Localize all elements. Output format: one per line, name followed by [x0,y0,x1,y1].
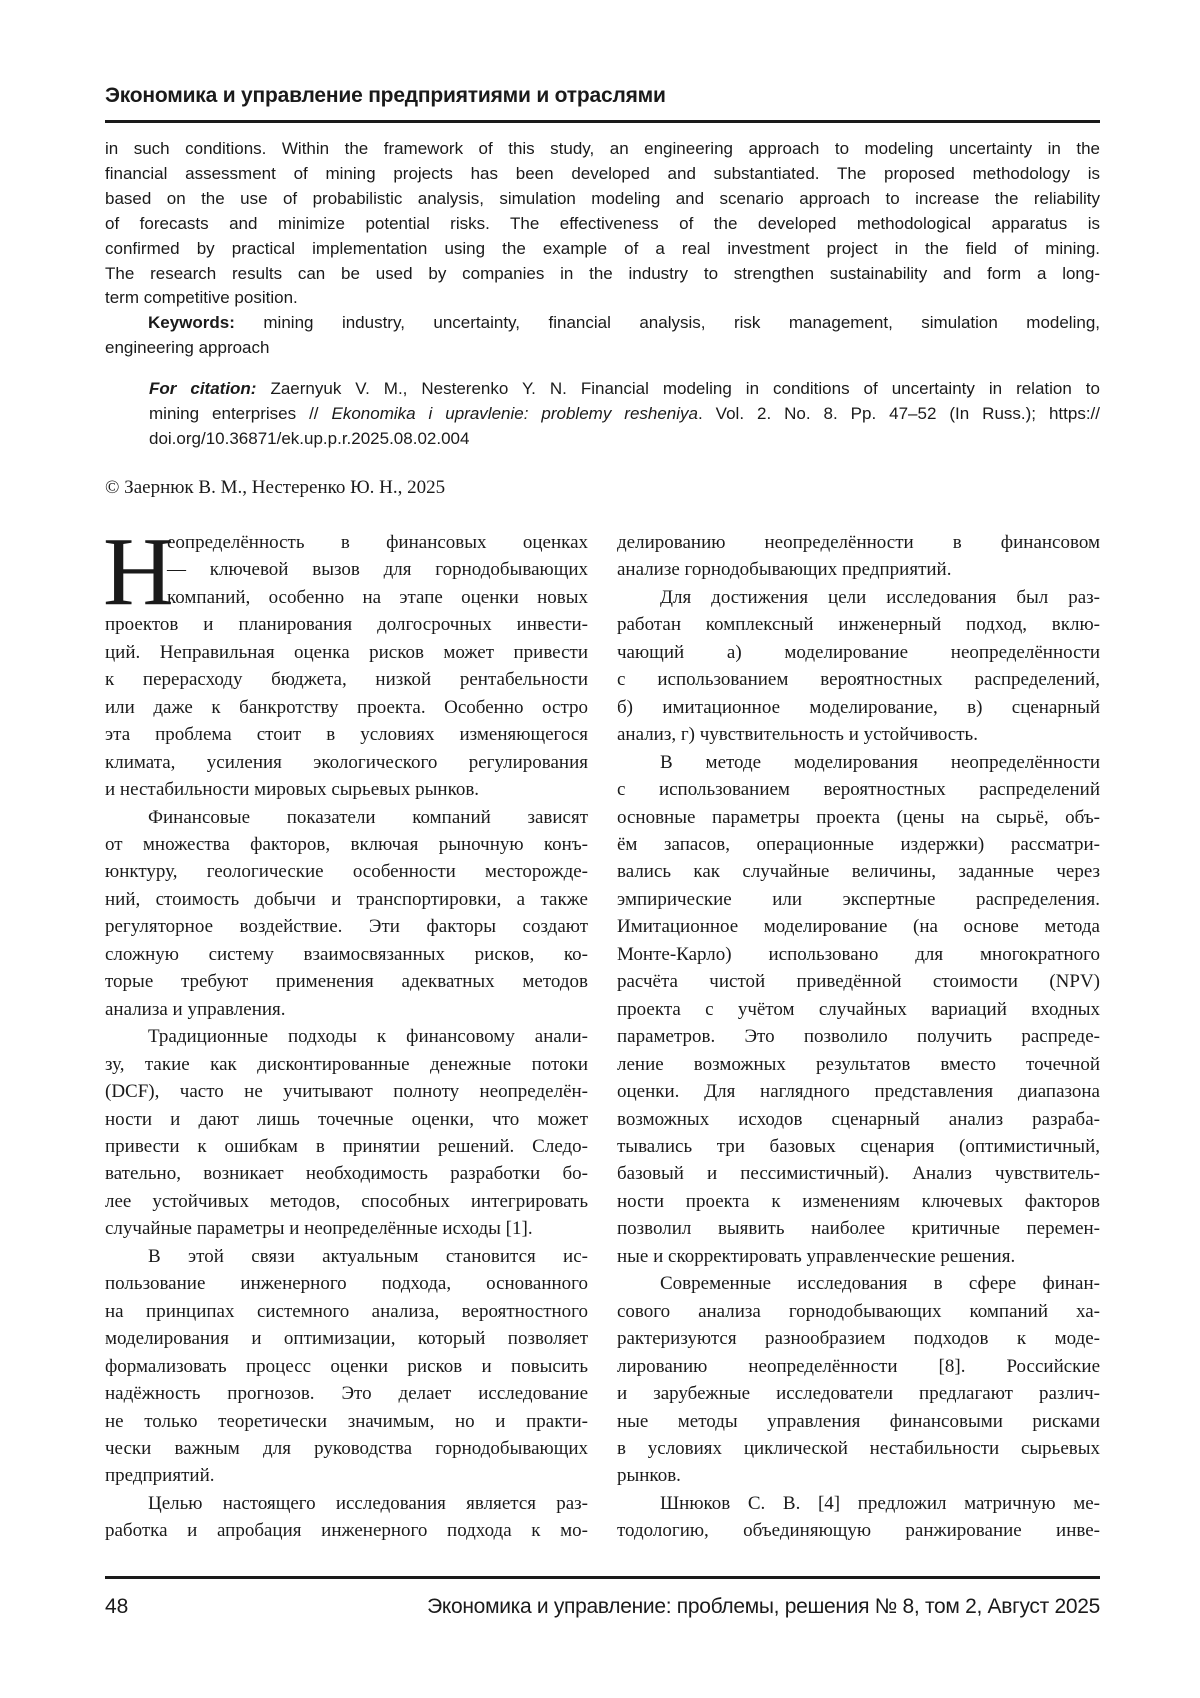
text-line-content: и нестабильности мировых сырьевых рынков. [105,776,479,803]
text-line [617,858,1100,885]
text-line-content: работка и апробация инженерного подхода к мо- [105,1517,588,1544]
paragraph [617,529,1100,584]
text-line-content: от множества факторов, включая рыночную конъ- [105,831,588,858]
keywords-line [105,311,1100,336]
text-line [617,721,1100,748]
keywords-label: Keywords: [148,313,235,332]
text-line-content: пользование инженерного подхода, основанного [105,1270,588,1297]
text-line [105,1270,588,1297]
text-line [617,996,1100,1023]
text-line [105,1435,588,1462]
text-line-content: ний, стоимость добычи и транспортировки, а также [105,886,588,913]
text-line-content: вались как случайные величины, заданные через [617,858,1100,885]
text-line-content: б) имитационное моделирование, в) сценарный [617,694,1100,721]
text-line-content: based on the use of probabilistic analysis, simulation modeling and scenario approach to increase the reliability [105,187,1100,212]
text-line [105,1023,588,1050]
text-line [617,1325,1100,1352]
paragraph [617,749,1100,1271]
text-line-content: чающий а) моделирование неопределённости [617,639,1100,666]
text-line-content: В этой связи актуальным становится ис- [148,1243,588,1270]
text-line [105,556,588,583]
text-line-content: расчёта чистой приведённой стоимости (NPV) [617,968,1100,995]
text-line [105,1051,588,1078]
text-line [105,886,588,913]
body-column-left [105,529,588,1545]
citation-doi-link[interactable] [149,427,1100,452]
text-line [105,1353,588,1380]
text-line [617,1078,1100,1105]
text-line-content: с использованием вероятностных распределений [617,776,1100,803]
text-line-content: лее устойчивых методов, способных интегрировать [105,1188,588,1215]
text-line [105,162,1100,187]
text-line-content: возможных исходов сценарный анализ разраба- [617,1106,1100,1133]
text-line [617,639,1100,666]
text-line [105,776,588,803]
text-line [105,804,588,831]
keywords-text: mining industry, uncertainty, financial analysis, risk management, simulation modeling, [235,313,1100,332]
citation-text: mining enterprises // [149,404,332,423]
text-line [105,1298,588,1325]
text-line-content: вательно, возникает необходимость разработки бо- [105,1160,588,1187]
text-line [617,913,1100,940]
text-line [617,1270,1100,1297]
running-header: Экономика и управление предприятиями и отраслями [105,84,666,108]
text-line-content: лированию неопределённости [8]. Российские [617,1353,1100,1380]
text-line-content: юнктуру, геологические особенности месторожде- [105,858,588,885]
text-line-content: надёжность прогнозов. Это делает исследование [105,1380,588,1407]
text-line-content: случайные параметры и неопределённые исходы [1]. [105,1215,533,1242]
text-line-content: проектов и планирования долгосрочных инвести- [105,611,588,638]
text-line-content: confirmed by practical implementation using the example of a real investment project in the field of mining. [105,237,1100,262]
text-line [617,556,1100,583]
text-line [105,187,1100,212]
text-line-content: Шнюков С. В. [4] предложил матричную ме- [660,1490,1100,1517]
text-line [105,913,588,940]
text-line-content: of forecasts and minimize potential risks. The effectiveness of the developed methodological apparatus is [105,212,1100,237]
text-line [617,529,1100,556]
text-line-content: financial assessment of mining projects has been developed and substantiated. The proposed methodology is [105,162,1100,187]
paragraph [105,529,588,804]
text-line-content: в условиях циклической нестабильности сырьевых [617,1435,1100,1462]
text-line [105,237,1100,262]
paragraph [105,1243,588,1490]
text-line [105,941,588,968]
footer-rule [105,1576,1100,1579]
text-line [105,286,1100,311]
text-line-content: тывались три базовых сценария (оптимистичный, [617,1133,1100,1160]
paragraph [617,584,1100,749]
text-line [617,886,1100,913]
citation-doi[interactable]: doi.org/10.36871/ek.up.p.r.2025.08.02.004 [149,427,469,452]
text-line [617,1380,1100,1407]
text-line [105,1078,588,1105]
text-line [617,831,1100,858]
text-line-content: ление возможных результатов вместо точечной [617,1051,1100,1078]
text-line [105,212,1100,237]
text-line-content: базовый и пессимистичный). Анализ чувствитель- [617,1160,1100,1187]
page-number: 48 [105,1595,128,1619]
text-line [105,1380,588,1407]
text-line [105,666,588,693]
text-line [105,996,588,1023]
citation-label: For citation: [149,379,256,398]
text-line-content: Традиционные подходы к финансовому анали- [148,1023,588,1050]
text-line-content: Финансовые показатели компаний зависят [148,804,588,831]
text-line [617,1435,1100,1462]
text-line [617,1298,1100,1325]
text-line [105,611,588,638]
citation-text: Zaernyuk V. M., Nesterenko Y. N. Financial modeling in conditions of uncertainty in relation to [256,379,1100,398]
drop-cap: Н [103,531,174,613]
text-line-content: делированию неопределённости в финансовом [617,529,1100,556]
text-line-content: предприятий. [105,1462,214,1489]
text-line-content: параметров. Это позволило получить распреде- [617,1023,1100,1050]
citation-text: . Vol. 2. No. 8. Pp. 47–52 (In Russ.); https:// [698,404,1100,423]
text-line-content: тодологию, объединяющую ранжирование инве- [617,1517,1100,1544]
text-line [105,639,588,666]
text-line-content: ные и скорректировать управленческие решения. [617,1243,1015,1270]
abstract-text [105,137,1100,311]
text-line [105,749,588,776]
text-line [105,721,588,748]
text-line [105,1188,588,1215]
text-line-content: (DCF), часто не учитывают полноту неопределён- [105,1078,588,1105]
text-line [105,1133,588,1160]
text-line [617,804,1100,831]
text-line [105,1243,588,1270]
text-line [105,1160,588,1187]
abstract [105,137,1100,361]
text-line [617,694,1100,721]
text-line [617,1243,1100,1270]
citation-line [149,377,1100,402]
text-line [617,611,1100,638]
text-line [617,1408,1100,1435]
text-line-content: климата, усиления экологического регулирования [105,749,588,776]
keywords-line [105,336,1100,361]
text-line [105,137,1100,162]
text-line [105,1325,588,1352]
text-line [617,1188,1100,1215]
text-line [617,968,1100,995]
text-line-content: еопределённость в финансовых оценках [167,529,588,556]
text-line-content: оценки. Для наглядного представления диапазона [617,1078,1100,1105]
text-line-content: формализовать процесс оценки рисков и повысить [105,1353,588,1380]
text-line [617,1517,1100,1544]
footer-journal-title: Экономика и управление: проблемы, решения № 8, том 2, Август 2025 [427,1595,1100,1619]
text-line [617,1462,1100,1489]
text-line-content: in such conditions. Within the framework of this study, an engineering approach to modeling uncertainty in the [105,137,1100,162]
text-line [105,1106,588,1133]
text-line-content: торые требуют применения адекватных методов [105,968,588,995]
text-line-content: ём запасов, операционные издержки) рассматри- [617,831,1100,858]
text-line-content: моделирования и оптимизации, который позволяет [105,1325,588,1352]
text-line [105,1215,588,1242]
text-line-content: The research results can be used by companies in the industry to strengthen sustainability and form a long- [105,262,1100,287]
text-line-content: Целью настоящего исследования является раз- [148,1490,588,1517]
text-line-content: ности проекта к изменениям ключевых факторов [617,1188,1100,1215]
text-line-content: рынков. [617,1462,681,1489]
text-line-content: сложную систему взаимосвязанных рисков, ко- [105,941,588,968]
text-line-content: В методе моделирования неопределённости [660,749,1100,776]
text-line [105,262,1100,287]
text-line [105,831,588,858]
text-line [617,941,1100,968]
text-line [617,1106,1100,1133]
text-line [105,1408,588,1435]
text-line-content: эмпирические или экспертные распределения. [617,886,1100,913]
text-line-content: рактеризуются разнообразием подходов к моде- [617,1325,1100,1352]
body-column-right [617,529,1100,1545]
paragraph [105,1023,588,1243]
text-line-content: не только теоретически значимым, но и практи- [105,1408,588,1435]
copyright: © Заернюк В. М., Нестеренко Ю. Н., 2025 [105,477,445,499]
text-line [617,1133,1100,1160]
text-line-content: на принципах системного анализа, вероятностного [105,1298,588,1325]
text-line [617,666,1100,693]
text-line-content: анализ, г) чувствительность и устойчивость. [617,721,978,748]
paragraph [105,804,588,1024]
text-line [617,1215,1100,1242]
keywords-text: engineering approach [105,336,269,361]
text-line-content: Для достижения цели исследования был раз- [660,584,1100,611]
text-line-content: ности и дают лишь точечные оценки, что может [105,1106,588,1133]
text-line-content: анализе горнодобывающих предприятий. [617,556,951,583]
text-line-content: — ключевой вызов для горнодобывающих [167,556,588,583]
text-line [617,1160,1100,1187]
text-line-content: зу, такие как дисконтированные денежные потоки [105,1051,588,1078]
text-line [105,584,588,611]
text-line-content: сового анализа горнодобывающих компаний ха- [617,1298,1100,1325]
text-line [105,694,588,721]
paragraph [617,1490,1100,1545]
text-line-content: или даже к банкротству проекта. Особенно остро [105,694,588,721]
text-line [617,749,1100,776]
text-line-content: term competitive position. [105,286,298,311]
text-line-content: проекта с учётом случайных вариаций входных [617,996,1100,1023]
text-line-content: привести к ошибкам в принятии решений. Следо- [105,1133,588,1160]
text-line-content: Монте-Карло) использовано для многократного [617,941,1100,968]
text-line-content: анализа и управления. [105,996,286,1023]
text-line [617,1023,1100,1050]
text-line [617,1490,1100,1517]
header-rule [105,120,1100,123]
text-line [617,1353,1100,1380]
text-line [105,1462,588,1489]
text-line-content: эта проблема стоит в условиях изменяющегося [105,721,588,748]
text-line-content: компаний, особенно на этапе оценки новых [167,584,588,611]
text-line-content: Современные исследования в сфере финан- [660,1270,1100,1297]
citation [149,377,1100,452]
text-line [105,1490,588,1517]
citation-journal: Ekonomika i upravlenie: problemy resheniya [332,404,699,423]
text-line-content: основные параметры проекта (цены на сырьё, объ- [617,804,1100,831]
text-line-content: регуляторное воздействие. Эти факторы создают [105,913,588,940]
citation-line [149,402,1100,427]
text-line-content: с использованием вероятностных распределений, [617,666,1100,693]
text-line [617,1051,1100,1078]
text-line-content: к перерасходу бюджета, низкой рентабельности [105,666,588,693]
text-line-content: чески важным для руководства горнодобывающих [105,1435,588,1462]
text-line [105,858,588,885]
text-line-content: ные методы управления финансовыми рисками [617,1408,1100,1435]
text-line [105,529,588,556]
text-line-content: ций. Неправильная оценка рисков может привести [105,639,588,666]
text-line-content: и зарубежные исследователи предлагают различ- [617,1380,1100,1407]
text-line [105,968,588,995]
text-line-content: работан комплексный инженерный подход, вклю- [617,611,1100,638]
text-line-content: Имитационное моделирование (на основе метода [617,913,1100,940]
paragraph [105,1490,588,1545]
paragraph [617,1270,1100,1490]
text-line [105,1517,588,1544]
text-line [617,776,1100,803]
text-line-content: позволил выявить наиболее критичные перемен- [617,1215,1100,1242]
text-line [617,584,1100,611]
